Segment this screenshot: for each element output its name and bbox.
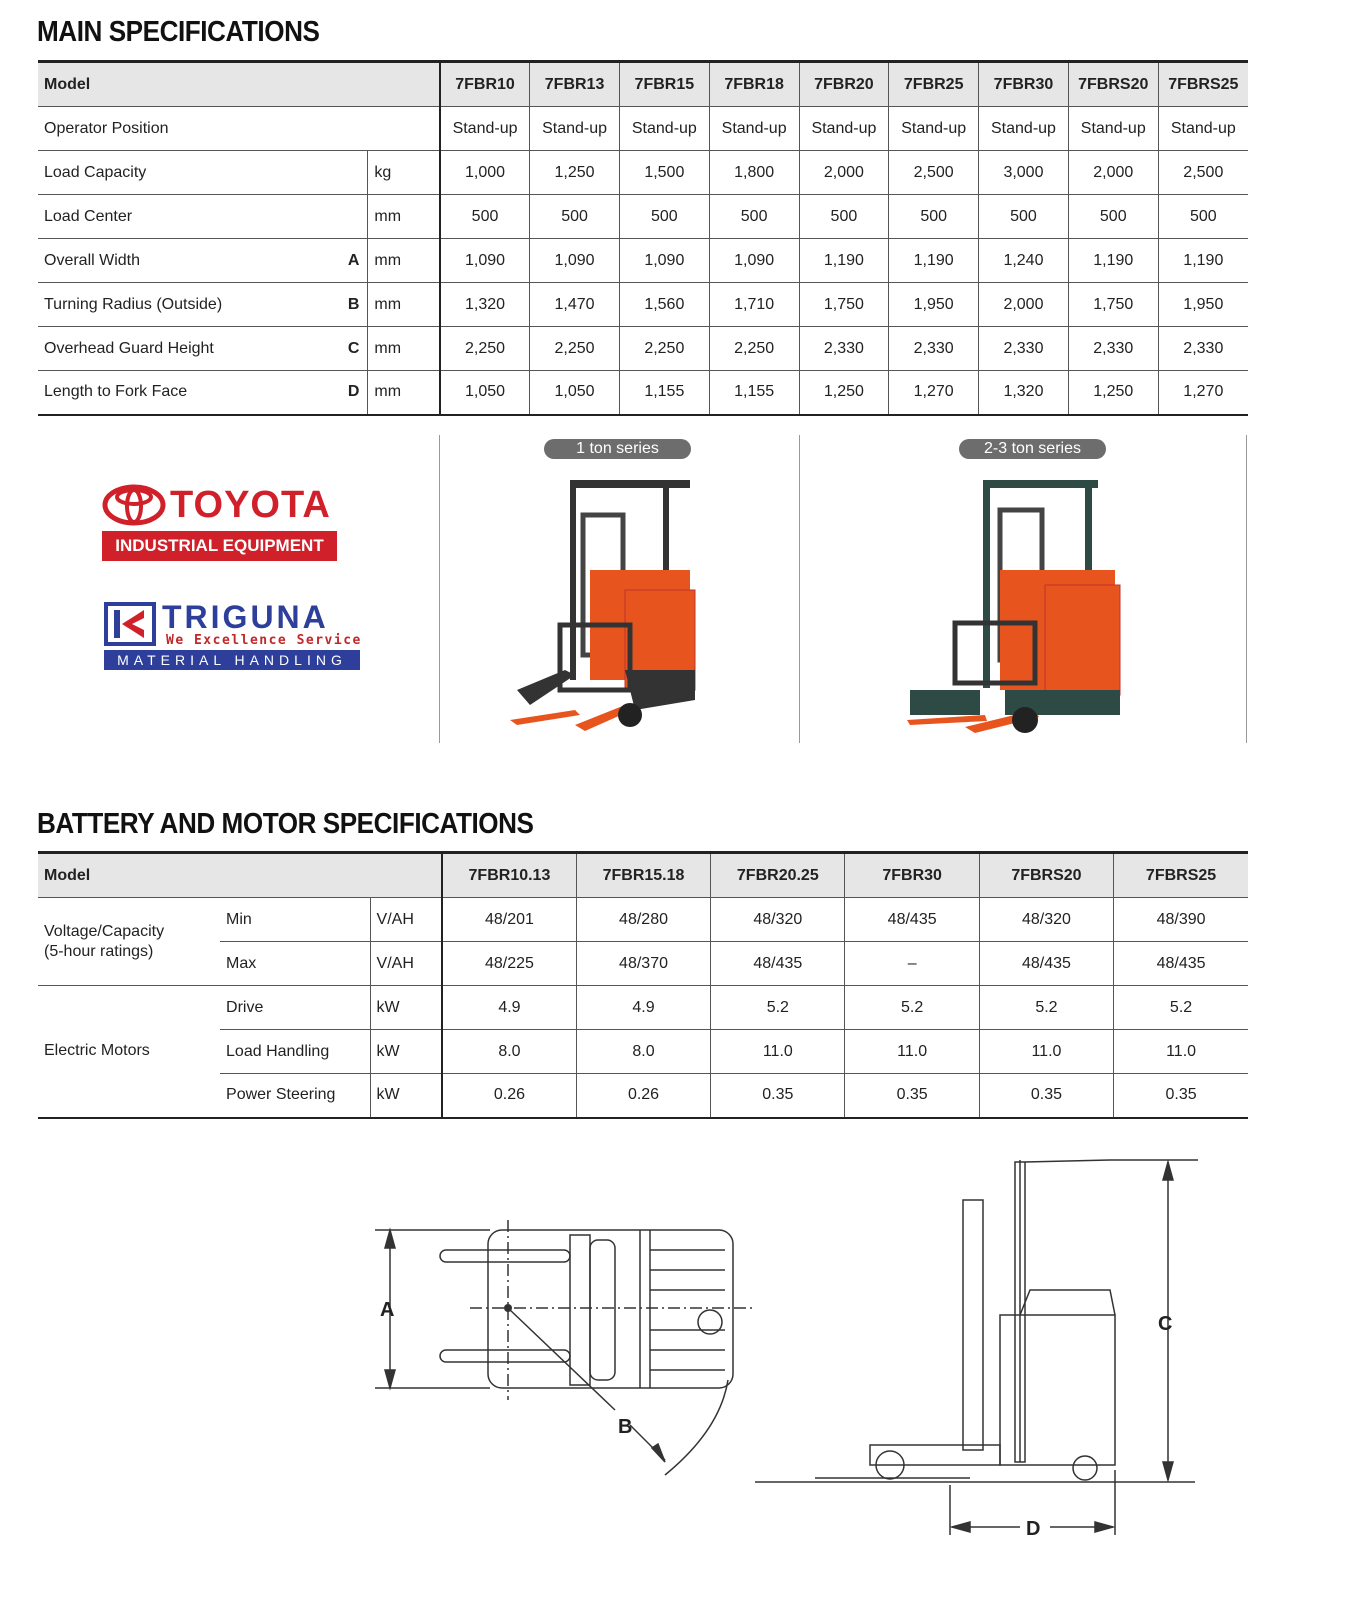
model-header: Model [38,62,440,107]
value-cell: 8.0 [576,1030,710,1074]
value-cell: 2,500 [1158,151,1248,195]
model-column-header: 7FBR18 [709,62,799,107]
group-label: Voltage/Capacity (5-hour ratings) [38,898,220,986]
table-row [38,239,1248,283]
triguna-subtitle: MATERIAL HANDLING [104,650,360,670]
value-cell: 2,500 [889,151,979,195]
table-row [38,107,1248,151]
table-row [38,898,1248,942]
group-label: Electric Motors [38,986,220,1118]
dimension-letter: A [338,239,368,283]
value-cell: Stand-up [530,107,620,151]
value-cell: 500 [889,195,979,239]
dimension-letter: D [338,371,368,415]
main-specifications-title: MAIN SPECIFICATIONS [37,16,320,48]
model-column-header: 7FBR10.13 [442,853,576,898]
series-label-1-ton: 1 ton series [544,439,691,459]
value-cell: 1,950 [1158,283,1248,327]
table-row [38,195,1248,239]
value-cell: 1,190 [799,239,889,283]
value-cell: 1,050 [440,371,530,415]
dimension-c-label: C [1158,1313,1173,1335]
table-row [38,986,1248,1030]
unit: kW [370,1030,442,1074]
value-cell: – [845,942,979,986]
value-cell: 5.2 [979,986,1113,1030]
table-row [38,1030,1248,1074]
model-column-header: 7FBR20.25 [711,853,845,898]
triguna-emblem-icon [104,602,156,646]
table-row [38,283,1248,327]
unit: mm [368,371,440,415]
battery-motor-specifications-title: BATTERY AND MOTOR SPECIFICATIONS [37,808,534,840]
value-cell: 48/201 [442,898,576,942]
value-cell: 48/370 [576,942,710,986]
side-view-diagram [755,1160,1198,1535]
value-cell: 1,000 [440,151,530,195]
dimension-a-label: A [380,1299,395,1321]
value-cell: 0.35 [845,1074,979,1118]
row-label: Overhead Guard Height [38,327,338,371]
top-view-diagram [375,1220,752,1475]
value-cell: 0.35 [979,1074,1113,1118]
value-cell: 48/390 [1114,898,1248,942]
series-label-2-3-ton: 2-3 ton series [959,439,1106,459]
value-cell: 500 [530,195,620,239]
value-cell: 1,090 [619,239,709,283]
table-row [38,151,1248,195]
model-column-header: 7FBR10 [440,62,530,107]
value-cell: 1,155 [619,371,709,415]
model-column-header: 7FBRS20 [1068,62,1158,107]
value-cell: 1,250 [799,371,889,415]
value-cell: 1,190 [1158,239,1248,283]
value-cell: Stand-up [1158,107,1248,151]
value-cell: 1,470 [530,283,620,327]
value-cell: Stand-up [889,107,979,151]
value-cell: 11.0 [979,1030,1113,1074]
value-cell: 1,560 [619,283,709,327]
triguna-wordmark: TRIGUNA [162,599,329,635]
model-column-header: 7FBRS25 [1114,853,1248,898]
row-label: Length to Fork Face [38,371,338,415]
sub-label: Min [220,898,370,942]
value-cell: 500 [709,195,799,239]
model-column-header: 7FBR25 [889,62,979,107]
value-cell: 1,500 [619,151,709,195]
triguna-tagline: We Excellence Service [166,633,362,648]
value-cell: 1,090 [440,239,530,283]
value-cell: 500 [1068,195,1158,239]
table-row [38,371,1248,415]
value-cell: 48/435 [1114,942,1248,986]
value-cell: 1,190 [1068,239,1158,283]
value-cell: 500 [979,195,1069,239]
unit: kg [368,151,440,195]
triguna-logo [104,599,362,672]
unit: V/AH [370,942,442,986]
value-cell: 2,330 [889,327,979,371]
value-cell: 1,050 [530,371,620,415]
value-cell: 1,710 [709,283,799,327]
sub-label: Drive [220,986,370,1030]
value-cell: 3,000 [979,151,1069,195]
value-cell: 8.0 [442,1030,576,1074]
value-cell: 4.9 [442,986,576,1030]
value-cell: 11.0 [1114,1030,1248,1074]
value-cell: 2,000 [1068,151,1158,195]
value-cell: 2,330 [1068,327,1158,371]
sub-label: Load Handling [220,1030,370,1074]
dimension-d-label: D [1026,1518,1041,1540]
value-cell: 1,320 [979,371,1069,415]
value-cell: 48/280 [576,898,710,942]
main-specifications-table [38,60,1248,416]
turning-center-icon [504,1304,512,1312]
value-cell: 1,750 [799,283,889,327]
sub-label: Power Steering [220,1074,370,1118]
value-cell: 5.2 [1114,986,1248,1030]
value-cell: 1,270 [1158,371,1248,415]
value-cell: Stand-up [979,107,1069,151]
unit: V/AH [370,898,442,942]
value-cell: 2,000 [799,151,889,195]
table-row [38,327,1248,371]
value-cell: 11.0 [711,1030,845,1074]
model-column-header: 7FBR30 [979,62,1069,107]
dimension-diagrams [360,1150,1260,1550]
value-cell: 1,250 [530,151,620,195]
value-cell: 1,155 [709,371,799,415]
value-cell: 2,330 [1158,327,1248,371]
value-cell: Stand-up [709,107,799,151]
value-cell: Stand-up [440,107,530,151]
value-cell: 0.26 [442,1074,576,1118]
value-cell: Stand-up [619,107,709,151]
forklift-2-3-ton-image [905,475,1125,740]
dimension-b-label: B [618,1416,633,1438]
value-cell: Stand-up [1068,107,1158,151]
dimension-letter [338,195,368,239]
model-column-header: 7FBR15.18 [576,853,710,898]
table-row [38,942,1248,986]
unit: kW [370,1074,442,1118]
value-cell: 4.9 [576,986,710,1030]
value-cell: 2,250 [440,327,530,371]
value-cell: 1,250 [1068,371,1158,415]
value-cell: 0.26 [576,1074,710,1118]
value-cell: 0.35 [1114,1074,1248,1118]
value-cell: 1,270 [889,371,979,415]
value-cell: 1,950 [889,283,979,327]
value-cell: 500 [799,195,889,239]
divider [1246,435,1247,743]
value-cell: 1,800 [709,151,799,195]
value-cell: 48/435 [979,942,1113,986]
dimension-letter: C [338,327,368,371]
dimension-letter: B [338,283,368,327]
value-cell: 2,250 [530,327,620,371]
row-label: Turning Radius (Outside) [38,283,338,327]
value-cell: 48/435 [711,942,845,986]
battery-motor-specifications-table [38,851,1248,1119]
toyota-subtitle: INDUSTRIAL EQUIPMENT [102,531,337,561]
value-cell: 1,240 [979,239,1069,283]
value-cell: 500 [1158,195,1248,239]
value-cell: 5.2 [711,986,845,1030]
table-row [38,1074,1248,1118]
value-cell: 11.0 [845,1030,979,1074]
value-cell: 1,750 [1068,283,1158,327]
value-cell: 1,320 [440,283,530,327]
divider [439,435,440,743]
value-cell: 2,330 [979,327,1069,371]
value-cell: 500 [619,195,709,239]
row-label: Load Center [38,195,338,239]
value-cell: Stand-up [799,107,889,151]
row-label: Overall Width [38,239,338,283]
model-column-header: 7FBR15 [619,62,709,107]
row-label: Operator Position [38,107,440,151]
row-label: Load Capacity [38,151,338,195]
value-cell: 48/320 [711,898,845,942]
model-column-header: 7FBRS25 [1158,62,1248,107]
model-header: Model [38,853,442,898]
value-cell: 2,000 [979,283,1069,327]
model-column-header: 7FBR20 [799,62,889,107]
unit: mm [368,327,440,371]
toyota-emblem-icon [102,484,166,526]
model-column-header: 7FBR30 [845,853,979,898]
model-column-header: 7FBR13 [530,62,620,107]
value-cell: 1,190 [889,239,979,283]
value-cell: 500 [440,195,530,239]
divider [799,435,800,743]
unit: mm [368,283,440,327]
value-cell: 2,250 [709,327,799,371]
model-column-header: 7FBRS20 [979,853,1113,898]
value-cell: 2,250 [619,327,709,371]
value-cell: 48/320 [979,898,1113,942]
forklift-1-ton-image [505,475,705,735]
value-cell: 48/225 [442,942,576,986]
value-cell: 48/435 [845,898,979,942]
unit: kW [370,986,442,1030]
toyota-wordmark: TOYOTA [170,484,331,526]
value-cell: 1,090 [709,239,799,283]
value-cell: 1,090 [530,239,620,283]
dimension-letter [338,151,368,195]
unit: mm [368,239,440,283]
toyota-logo [102,484,337,561]
value-cell: 5.2 [845,986,979,1030]
value-cell: 2,330 [799,327,889,371]
sub-label: Max [220,942,370,986]
value-cell: 0.35 [711,1074,845,1118]
unit: mm [368,195,440,239]
